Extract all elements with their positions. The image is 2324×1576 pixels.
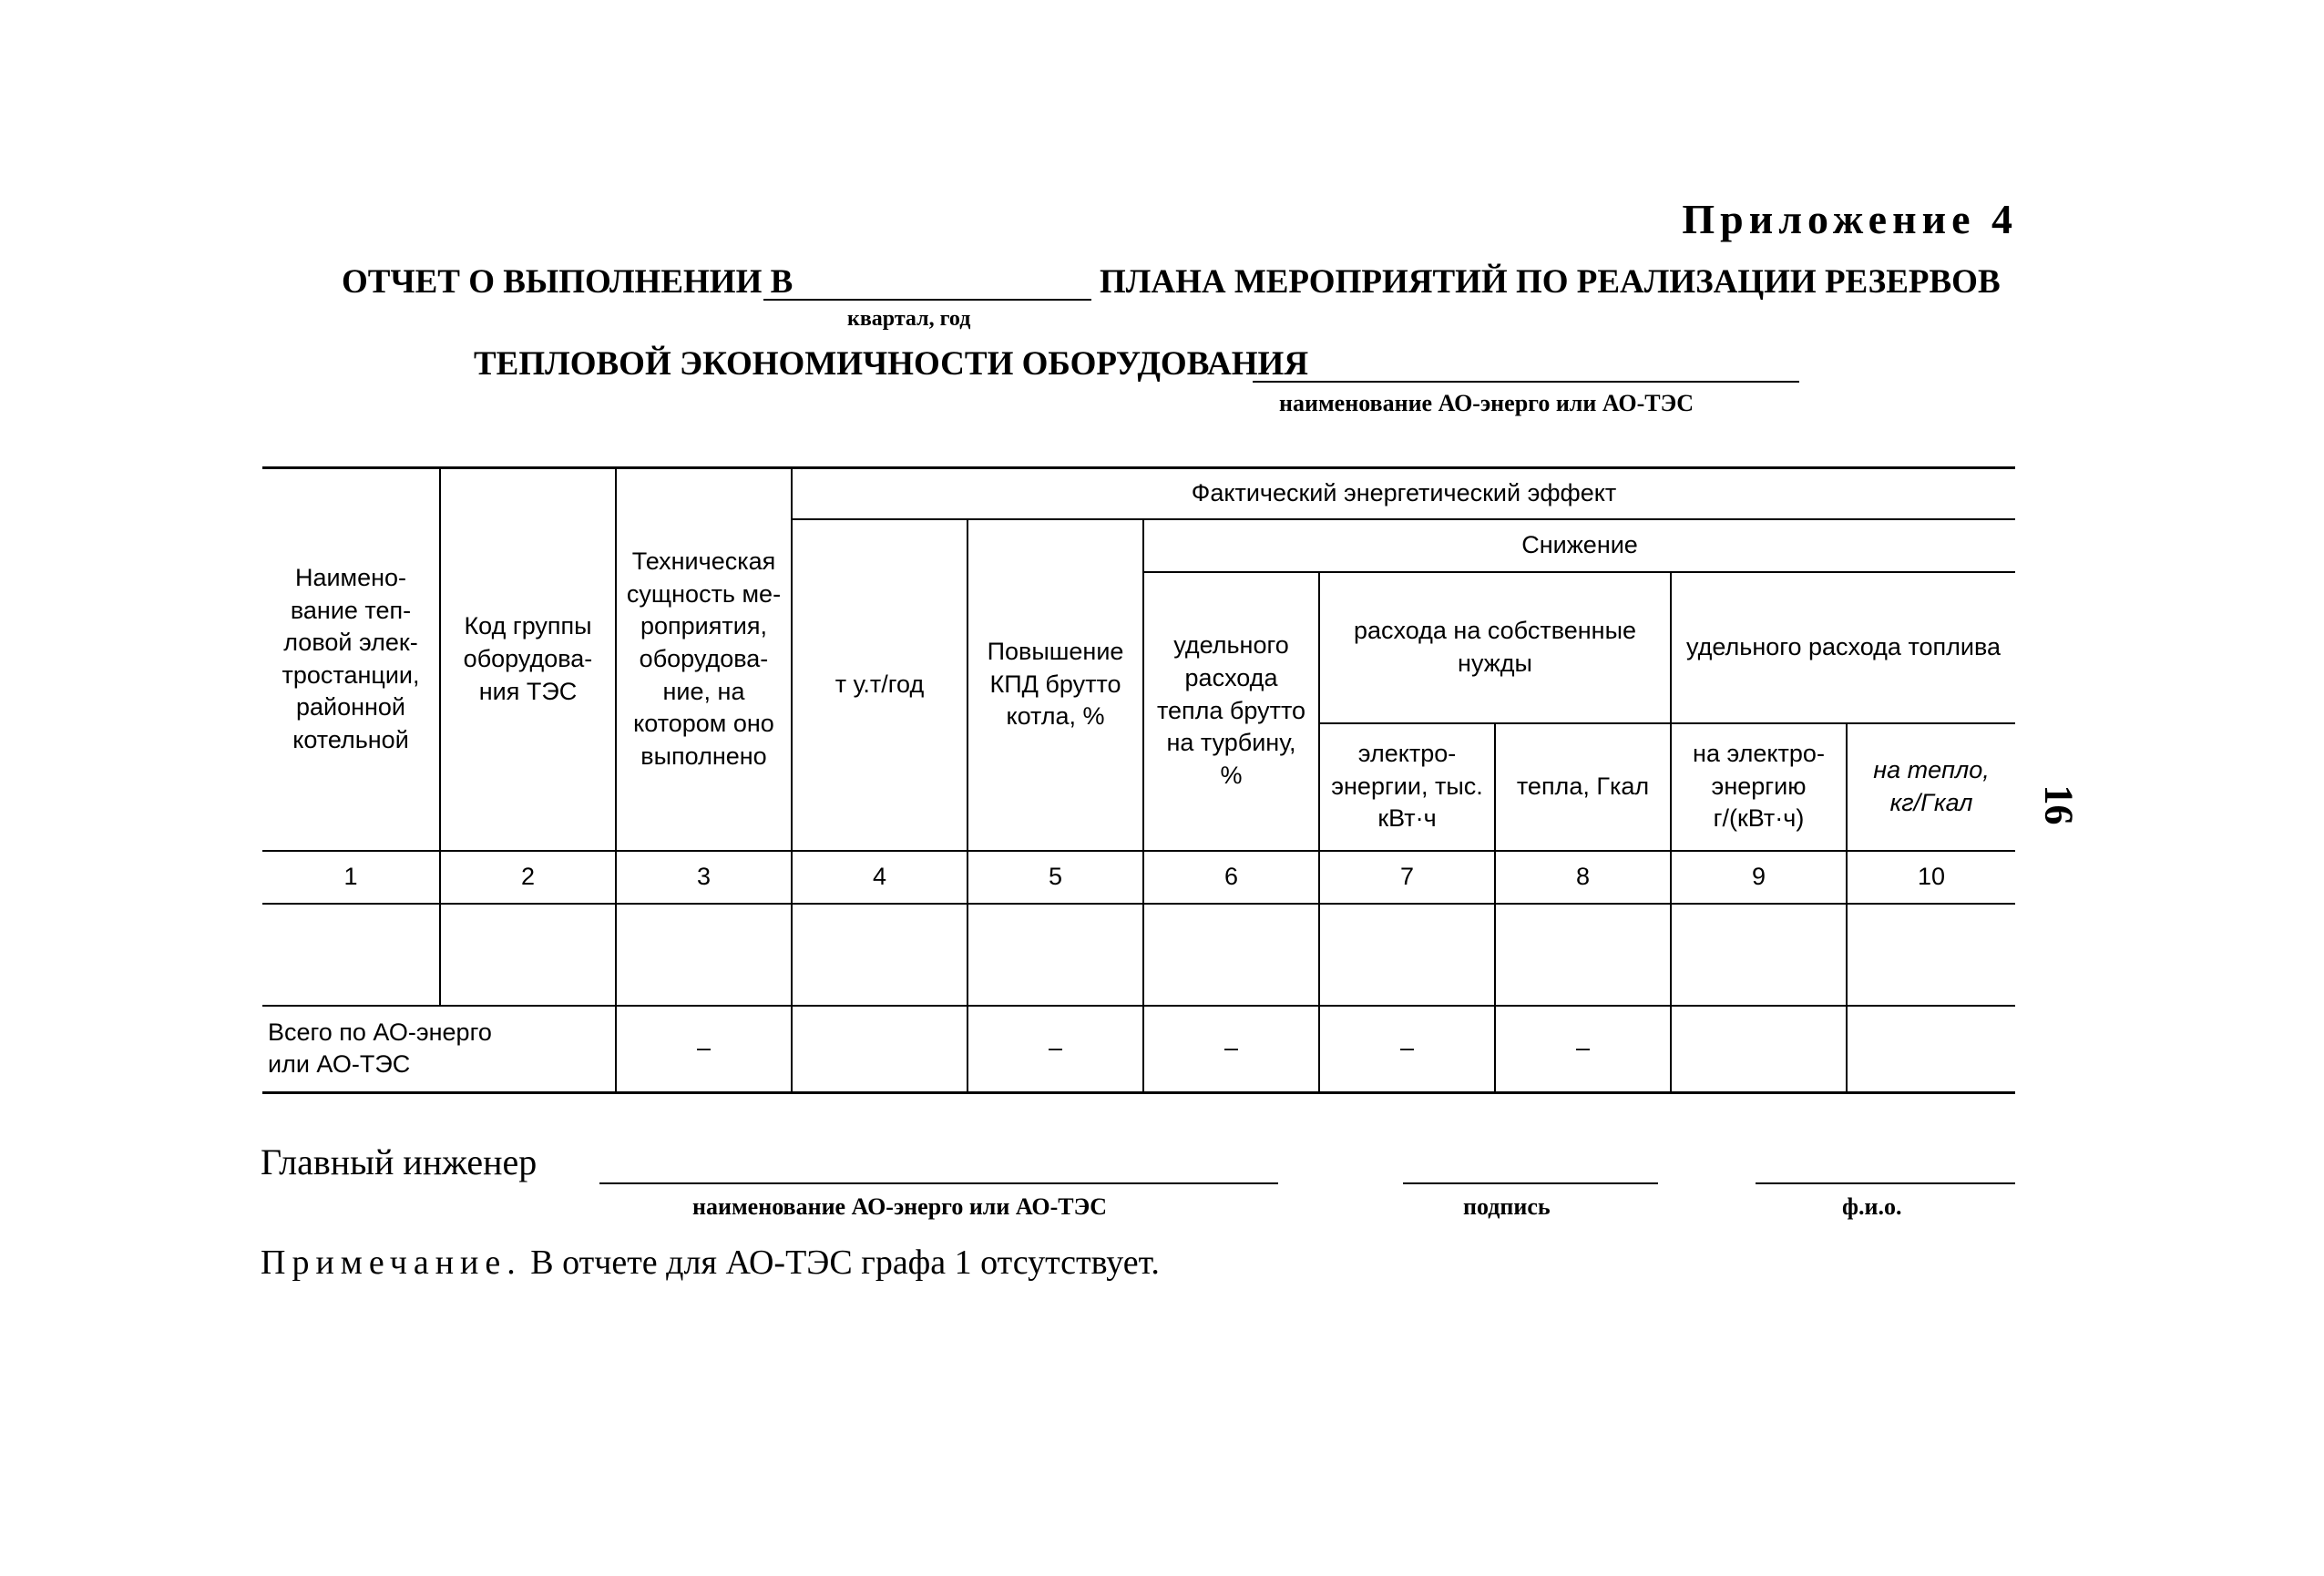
data-cell (616, 904, 792, 1006)
col-number: 9 (1671, 851, 1847, 904)
quarter-caption: квартал, год (847, 307, 971, 331)
header-heat-gcal: тепла, Гкал (1495, 723, 1671, 851)
signature-blank-line (1403, 1182, 1658, 1184)
name-blank-line (1756, 1182, 2015, 1184)
data-cell (1143, 904, 1319, 1006)
col-number: 8 (1495, 851, 1671, 904)
signature-caption: подпись (1463, 1193, 1551, 1220)
report-title-part1: ОТЧЕТ О ВЫПОЛНЕНИИ В (342, 263, 793, 301)
total-cell: – (1143, 1006, 1319, 1093)
header-fuel-heat: на тепло, кг/Гкал (1847, 723, 2015, 851)
data-row-blank (262, 904, 2015, 1006)
data-cell (967, 904, 1143, 1006)
note (261, 1243, 1160, 1283)
report-title-line2: ТЕПЛОВОЙ ЭКОНОМИЧНОСТИ ОБОРУДОВАНИЯ (474, 345, 1309, 383)
chief-org-blank-line (599, 1182, 1278, 1184)
total-cell: – (967, 1006, 1143, 1093)
report-table (262, 466, 2015, 1094)
chief-engineer-label: Главный инженер (261, 1141, 537, 1182)
appendix-label: Приложение 4 (1682, 196, 2018, 242)
header-electricity: электро- энергии, тыс. кВт·ч (1319, 723, 1495, 851)
name-caption: ф.и.о. (1842, 1193, 1902, 1220)
total-cell (1847, 1006, 2015, 1093)
header-boiler-efficiency: Повышение КПД брутто котла, % (967, 519, 1143, 851)
col-number: 10 (1847, 851, 2015, 904)
data-cell (440, 904, 616, 1006)
data-cell (262, 904, 440, 1006)
data-cell (1495, 904, 1671, 1006)
data-cell (792, 904, 967, 1006)
col-number: 6 (1143, 851, 1319, 904)
total-cell: – (1495, 1006, 1671, 1093)
data-cell (1319, 904, 1495, 1006)
org-caption: наименование АО-энерго или АО-ТЭС (1279, 390, 1694, 416)
note-text: В отчете для АО-ТЭС графа 1 отсутствует. (521, 1243, 1160, 1282)
col-number: 3 (616, 851, 792, 904)
data-cell (1671, 904, 1847, 1006)
chief-org-caption: наименование АО-энерго или АО-ТЭС (692, 1193, 1107, 1220)
quarter-blank-line (763, 299, 1091, 301)
page-number: 16 (2036, 784, 2082, 825)
col-number: 5 (967, 851, 1143, 904)
col-number: 7 (1319, 851, 1495, 904)
org-blank-line (1253, 381, 1799, 383)
column-number-row (262, 851, 2015, 904)
header-reduction: Снижение (1143, 519, 2015, 572)
header-heat-rate-turbine: удельного расхода тепла брутто на турбину, % (1143, 572, 1319, 851)
header-measure-essence: Техническая сущность ме- роприятия, оборудова- ние, на котором оно выполнено (616, 468, 792, 851)
header-fuel-electricity: на электро- энергию г/(кВт·ч) (1671, 723, 1847, 851)
col-number: 1 (262, 851, 440, 904)
header-station-name: Наимено- вание теп- ловой элек- тростанции, районной котельной (262, 468, 440, 851)
data-cell (1847, 904, 2015, 1006)
header-own-needs: расхода на собственные нужды (1319, 572, 1671, 723)
total-label: Всего по АО-энерго или АО-ТЭС (262, 1006, 616, 1093)
header-actual-effect: Фактический энергетический эффект (792, 468, 2015, 519)
total-cell (792, 1006, 967, 1093)
header-equipment-code: Код группы оборудова- ния ТЭС (440, 468, 616, 851)
total-cell (1671, 1006, 1847, 1093)
total-row (262, 1006, 2015, 1093)
header-specific-fuel: удельного расхода топлива (1671, 572, 2015, 723)
total-cell: – (1319, 1006, 1495, 1093)
col-number: 4 (792, 851, 967, 904)
col-number: 2 (440, 851, 616, 904)
note-label: Примечание. (261, 1243, 522, 1282)
header-fuel-tons: т у.т/год (792, 519, 967, 851)
report-title-part2: ПЛАНА МЕРОПРИЯТИЙ ПО РЕАЛИЗАЦИИ РЕЗЕРВОВ (1100, 263, 2001, 301)
total-cell: – (616, 1006, 792, 1093)
header-row-1 (262, 468, 2015, 519)
